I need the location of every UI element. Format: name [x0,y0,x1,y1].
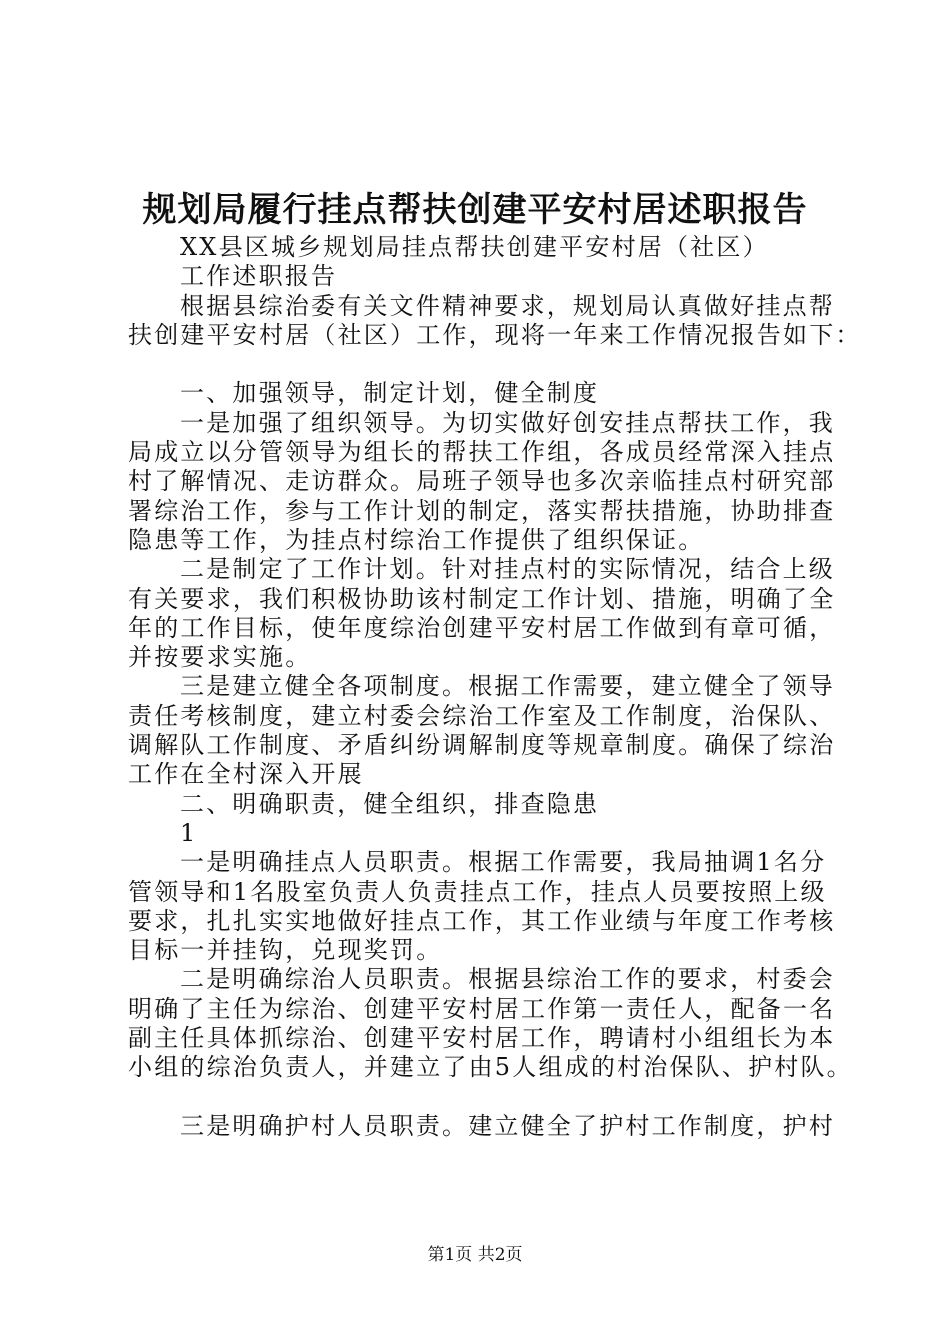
inline-page-number: 1 [180,818,198,847]
body-line: 一是明确挂点人员职责。根据工作需要，我局抽调1名分 [180,848,827,877]
body-line: 隐患等工作，为挂点村综治工作提供了组织保证。 [128,525,705,554]
body-line: 责任考核制度，建立村委会综治工作室及工作制度，治保队、 [128,701,836,730]
body-line: 根据县综治委有关文件精神要求，规划局认真做好挂点帮 [180,291,835,320]
body-line: 署综治工作，参与工作计划的制定，落实帮扶措施，协助排查 [128,496,836,525]
body-line: 局成立以分管领导为组长的帮扶工作组，各成员经常深入挂点 [128,438,836,467]
body-line: 一是加强了组织领导。为切实做好创安挂点帮扶工作，我 [180,408,835,437]
body-line: 二是明确综治人员职责。根据县综治工作的要求，村委会 [180,965,835,994]
body-line: 并按要求实施。 [128,643,312,672]
page-footer: 第1页 共2页 [427,1245,523,1265]
body-line: 工作在全村深入开展 [128,760,364,789]
body-line: 扶创建平安村居（社区）工作，现将一年来工作情况报告如下： [128,320,862,349]
blank-line [128,1083,832,1112]
document-title: 规划局履行挂点帮扶创建平安村居述职报告 [142,190,808,230]
body-line: 管领导和1名股室负责人负责挂点工作，挂点人员要按照上级 [128,877,827,906]
body-line: 有关要求，我们积极协助该村制定工作计划、措施，明确了全 [128,584,836,613]
body-line: 明确了主任为综治、创建平安村居工作第一责任人，配备一名 [128,994,836,1023]
body-line: 三是明确护村人员职责。建立健全了护村工作制度，护村 [180,1111,835,1140]
body-line: 三是建立健全各项制度。根据工作需要，建立健全了领导 [180,672,835,701]
section-heading: 二、明确职责，健全组织，排查隐患 [180,789,600,818]
body-line: 村了解情况、走访群众。局班子领导也多次亲临挂点村研究部 [128,467,836,496]
body-line: 年的工作目标，使年度综治创建平安村居工作做到有章可循， [128,613,836,642]
body-line: XX县区城乡规划局挂点帮扶创建平安村居（社区） [180,233,769,261]
body-line: 二是制定了工作计划。针对挂点村的实际情况，结合上级 [180,555,835,584]
body-line: 副主任具体抓综治、创建平安村居工作，聘请村小组组长为本 [128,1024,836,1053]
body-line: 目标一并挂钩，兑现奖罚。 [128,936,443,965]
section-heading: 一、加强领导，制定计划，健全制度 [180,379,600,408]
document-body [128,233,862,1141]
body-line: 小组的综治负责人，并建立了由5人组成的村治保队、护村队。 [128,1053,853,1082]
blank-line [128,350,832,379]
body-line: 调解队工作制度、矛盾纠纷调解制度等规章制度。确保了综治 [128,731,836,760]
body-line: 要求，扎扎实实地做好挂点工作，其工作业绩与年度工作考核 [128,906,836,935]
body-line: 工作述职报告 [180,262,338,291]
